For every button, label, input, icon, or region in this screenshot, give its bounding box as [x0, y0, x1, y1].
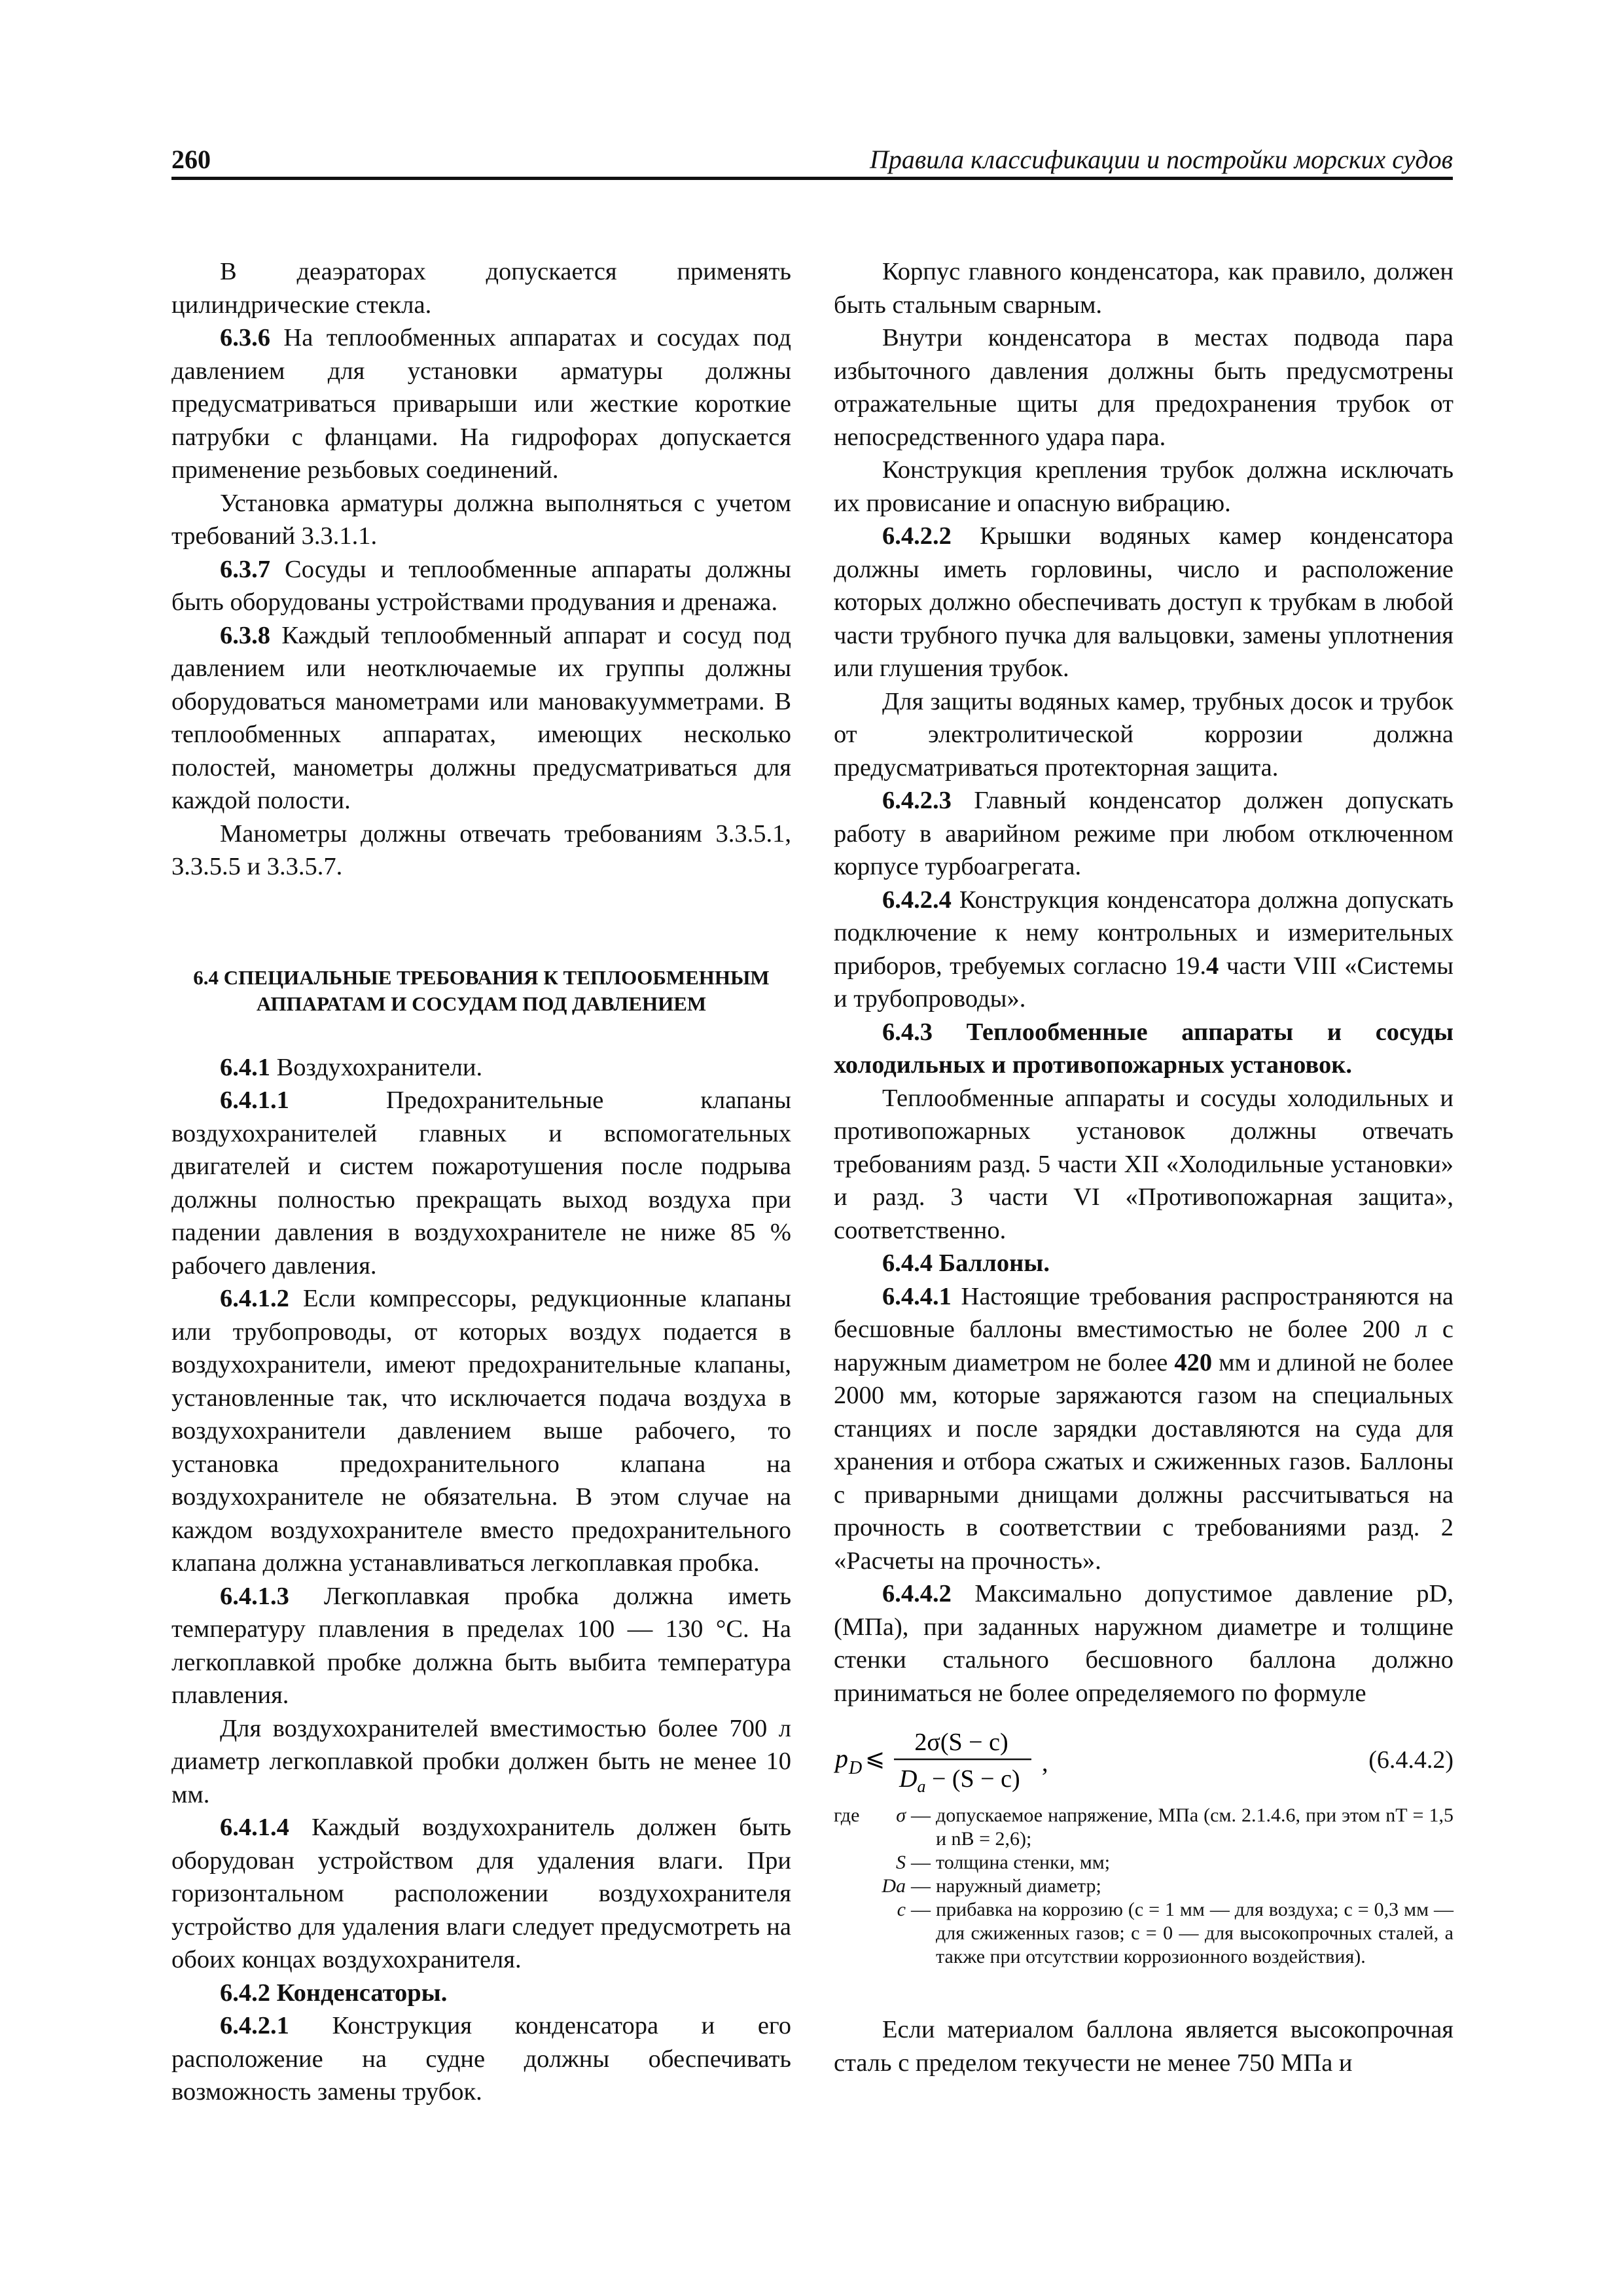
- paragraph-text: Предохранительные клапаны воздухохранителей главных и вспомогательных двигателей и систем пожаротушения после подрыва должны полностью прекращать выход воздуха при падении давления в воздухохранителе не ниже 85 % рабочего давления.: [171, 1086, 791, 1280]
- legend-text: толщина стенки, мм;: [936, 1852, 1111, 1873]
- formula-number: (6.4.4.2): [1368, 1746, 1454, 1774]
- legend-row: [834, 1898, 1454, 1969]
- paragraph-text: В деаэраторах допускается применять цилиндрические стекла.: [171, 258, 791, 319]
- reference-number: 4: [1205, 952, 1219, 980]
- formula-denominator: [899, 1765, 1020, 1796]
- paragraph-text: Если материалом баллона является высокопрочная сталь с пределом текучести не менее 750 МПа и: [834, 2016, 1454, 2077]
- paragraph: [834, 454, 1454, 520]
- paragraph-text: Манометры должны отвечать требованиям 3.3.5.1, 3.3.5.5 и 3.3.5.7.: [171, 819, 791, 880]
- section-heading-line: АППАРАТАМ И СОСУДАМ ПОД ДАВЛЕНИЕМ: [256, 992, 707, 1015]
- formula-lhs-subscript: D: [849, 1758, 863, 1778]
- section-heading-line: 6.4 СПЕЦИАЛЬНЫЕ ТРЕБОВАНИЯ К ТЕПЛООБМЕННЫМ: [193, 965, 770, 989]
- paragraph: [171, 487, 791, 553]
- clause-number: 6.4.1: [220, 1053, 270, 1081]
- legend-row: [834, 1851, 1454, 1874]
- paragraph: [171, 321, 791, 487]
- paragraph-text: Для воздухохранителей вместимостью более 700 л диаметр легкоплавкой пробки должен быть не менее 10 мм.: [171, 1714, 791, 1808]
- paragraph: [171, 1712, 791, 1812]
- clause-number: 6.4.4.1: [882, 1282, 952, 1310]
- paragraph: [834, 884, 1454, 1016]
- paragraph-text: Максимально допустимое давление pD, (МПа), при заданных наружном диаметре и толщине стенки стального бесшовного баллона должно приниматься не более определяемого по формуле: [834, 1580, 1454, 1707]
- formula-legend: [834, 1804, 1454, 1969]
- paragraph: [834, 1577, 1454, 1710]
- paragraph: [171, 817, 791, 884]
- paragraph-text: Настоящие требования распространяются на бесшовные баллоны вместимостью не более 200 л с наружным диаметром не более: [834, 1282, 1454, 1376]
- paragraph: [171, 1811, 791, 1977]
- paragraph-text: Если компрессоры, редукционные клапаны или трубопроводы, от которых воздух подается в воздухохранители, имеют предохранительные клапаны, установленные так, что исключается подача воздуха в воздухохранители давлением выше рабочего, то установка предохранительного клапана на воздухохранителе не обязательна. В этом случае на каждом воздухохранителе вместо предохранительного клапана должна устанавливаться легкоплавкая пробка.: [171, 1285, 791, 1577]
- paragraph-text: Конструкция конденсатора и его расположение на судне должны обеспечивать возможность замены трубок.: [171, 2012, 791, 2106]
- clause-number: 6.4.1.2: [220, 1285, 289, 1312]
- paragraph: [171, 1282, 791, 1580]
- legend-text: допускаемое напряжение, МПа (см. 2.1.4.6, при этом nТ = 1,5 и nВ = 2,6);: [936, 1804, 1454, 1850]
- legend-where: где: [834, 1804, 860, 1826]
- paragraph: [171, 255, 791, 321]
- paragraph-text: части VIII «Системы и трубопроводы».: [834, 952, 1454, 1013]
- formula: [834, 1724, 1454, 1797]
- paragraph-text: Каждый воздухохранитель должен быть оборудован устройством для удаления влаги. При горизонтальном расположении воздухохранителя устройство для удаления влаги следует предусмотреть на обоих концах воздухохранителя.: [171, 1814, 791, 1973]
- clause-number: 6.4.1.1: [220, 1086, 289, 1114]
- legend-dash: —: [911, 1852, 931, 1873]
- clause-number: 6.3.6: [220, 324, 270, 351]
- formula-expression: [834, 1724, 1109, 1797]
- paragraph-text: Крышки водяных камер конденсатора должны иметь горловины, число и расположение которых должно обеспечивать доступ к трубкам в любой части трубного пучка для вальцовки, замены уплотнения или глушения трубок.: [834, 522, 1454, 682]
- subsection-heading: [171, 1051, 791, 1085]
- left-column: [171, 255, 791, 2109]
- paragraph-text: Установка арматуры должна выполняться с учетом требований 3.3.1.1.: [171, 489, 791, 550]
- clause-number: 6.3.7: [220, 555, 270, 583]
- paragraph-text: Сосуды и теплообменные аппараты должны быть оборудованы устройствами продувания и дренажа.: [171, 555, 791, 616]
- paragraph-text: Корпус главного конденсатора, как правило, должен быть стальным сварным.: [834, 258, 1454, 319]
- legend-dash: —: [911, 1804, 931, 1826]
- subsection-title: Воздухохранители.: [270, 1053, 483, 1081]
- formula-comma: ,: [1042, 1749, 1048, 1777]
- denominator-symbol: D: [899, 1765, 918, 1793]
- subsection-heading: 6.4.3 Теплообменные аппараты и сосуды холодильных и противопожарных установок.: [834, 1018, 1454, 1079]
- legend-text: наружный диаметр;: [936, 1875, 1101, 1897]
- paragraph-text: Конструкция конденсатора должна допускать подключение к нему контрольных и измерительных приборов, требуемых согласно 19.: [834, 886, 1454, 980]
- section-heading: [171, 965, 791, 1017]
- formula-relation: ⩽: [865, 1745, 885, 1772]
- bold-value: 420: [1174, 1348, 1213, 1376]
- page-header: [171, 143, 1453, 179]
- paragraph-text: На теплообменных аппаратах и сосудах под давлением для установки арматуры должны предусматриваться приварыши или жесткие короткие патрубки с фланцами. На гидрофорах допускается применение резьбовых соединений.: [171, 324, 791, 484]
- paragraph: [834, 255, 1454, 321]
- paragraph: [834, 321, 1454, 454]
- formula-lhs: p: [835, 1744, 848, 1773]
- clause-number: 6.4.1.3: [220, 1582, 289, 1610]
- legend-symbol: σ: [896, 1804, 906, 1826]
- clause-number: 6.4.1.4: [220, 1814, 289, 1841]
- denominator-subscript: a: [917, 1777, 926, 1796]
- paragraph: [171, 2009, 791, 2109]
- paragraph-text: Конструкция крепления трубок должна исключать их провисание и опасную вибрацию.: [834, 456, 1454, 517]
- legend-symbol: S: [896, 1852, 906, 1873]
- paragraph-text: Каждый теплообменный аппарат и сосуд под давлением или неотключаемые их группы должны оборудоваться манометрами или мановакуумметрами. В теплообменных аппаратах, имеющих несколько полостей, манометры должны предусматриваться для каждой полости.: [171, 621, 791, 814]
- paragraph: [171, 1580, 791, 1712]
- paragraph-text: Главный конденсатор должен допускать работу в аварийном режиме при любом отключенном корпусе турбоагрегата.: [834, 787, 1454, 880]
- page-number: 260: [171, 145, 211, 174]
- subsection-heading: 6.4.4 Баллоны.: [882, 1249, 1050, 1277]
- legend-symbol: Dа: [882, 1875, 906, 1897]
- legend-text: прибавка на коррозию (c = 1 мм — для воздуха; c = 0,3 мм — для сжиженных газов; c = 0 — для высокопрочных сталей, а также при отсутствии коррозионного воздействия).: [936, 1899, 1454, 1967]
- clause-number: 6.4.2.1: [220, 2012, 289, 2039]
- paragraph-text: мм и длиной не более 2000 мм, которые заряжаются газом на специальных станциях и после зарядки доставляются на суда для хранения и отбора сжатых и сжиженных газов. Баллоны с приварными днищами должны рассчитываться на прочность в соответствии с требованиями разд. 2 «Расчеты на прочность».: [834, 1348, 1454, 1575]
- paragraph: [171, 1084, 791, 1282]
- subsection-heading: 6.4.2 Конденсаторы.: [220, 1979, 448, 2007]
- clause-number: 6.4.2.4: [882, 886, 952, 914]
- legend-dash: —: [911, 1875, 931, 1897]
- paragraph-text: Теплообменные аппараты и сосуды холодильных и противопожарных установок должны отвечать требованиям разд. 5 части XII «Холодильные установки» и разд. 3 части VI «Противопожарная защита», соответственно.: [834, 1084, 1454, 1244]
- formula-numerator: 2σ(S − c): [914, 1729, 1008, 1756]
- clause-number: 6.4.2.2: [882, 522, 952, 550]
- paragraph: [834, 685, 1454, 785]
- legend-row: [834, 1804, 1454, 1851]
- clause-number: 6.3.8: [220, 621, 270, 649]
- paragraph: [834, 784, 1454, 884]
- running-title: Правила классификации и постройки морских судов: [869, 145, 1453, 174]
- paragraph: [834, 1280, 1454, 1578]
- paragraph: [834, 1082, 1454, 1247]
- right-column: [834, 255, 1454, 2079]
- legend-symbol: c: [897, 1899, 906, 1920]
- denominator-rest: − (S − c): [925, 1765, 1020, 1793]
- paragraph-text: Легкоплавкая пробка должна иметь температуру плавления в пределах 100 — 130 °C. На легкоплавкой пробке должна быть выбита температура плавления.: [171, 1582, 791, 1709]
- clause-number: 6.4.2.3: [882, 787, 952, 814]
- legend-dash: —: [911, 1899, 931, 1920]
- paragraph-text: Для защиты водяных камер, трубных досок и трубок от электролитической коррозии должна предусматриваться протекторная защита.: [834, 687, 1454, 781]
- legend-row: [834, 1874, 1454, 1898]
- header-rule: [171, 177, 1453, 180]
- clause-number: 6.4.4.2: [882, 1580, 952, 1607]
- paragraph-text: Внутри конденсатора в местах подвода пара избыточного давления должны быть предусмотрены отражательные щиты для предохранения трубок от непосредственного удара пара.: [834, 324, 1454, 451]
- paragraph: [171, 553, 791, 619]
- paragraph: [834, 2013, 1454, 2079]
- paragraph: [171, 619, 791, 817]
- paragraph: [834, 520, 1454, 685]
